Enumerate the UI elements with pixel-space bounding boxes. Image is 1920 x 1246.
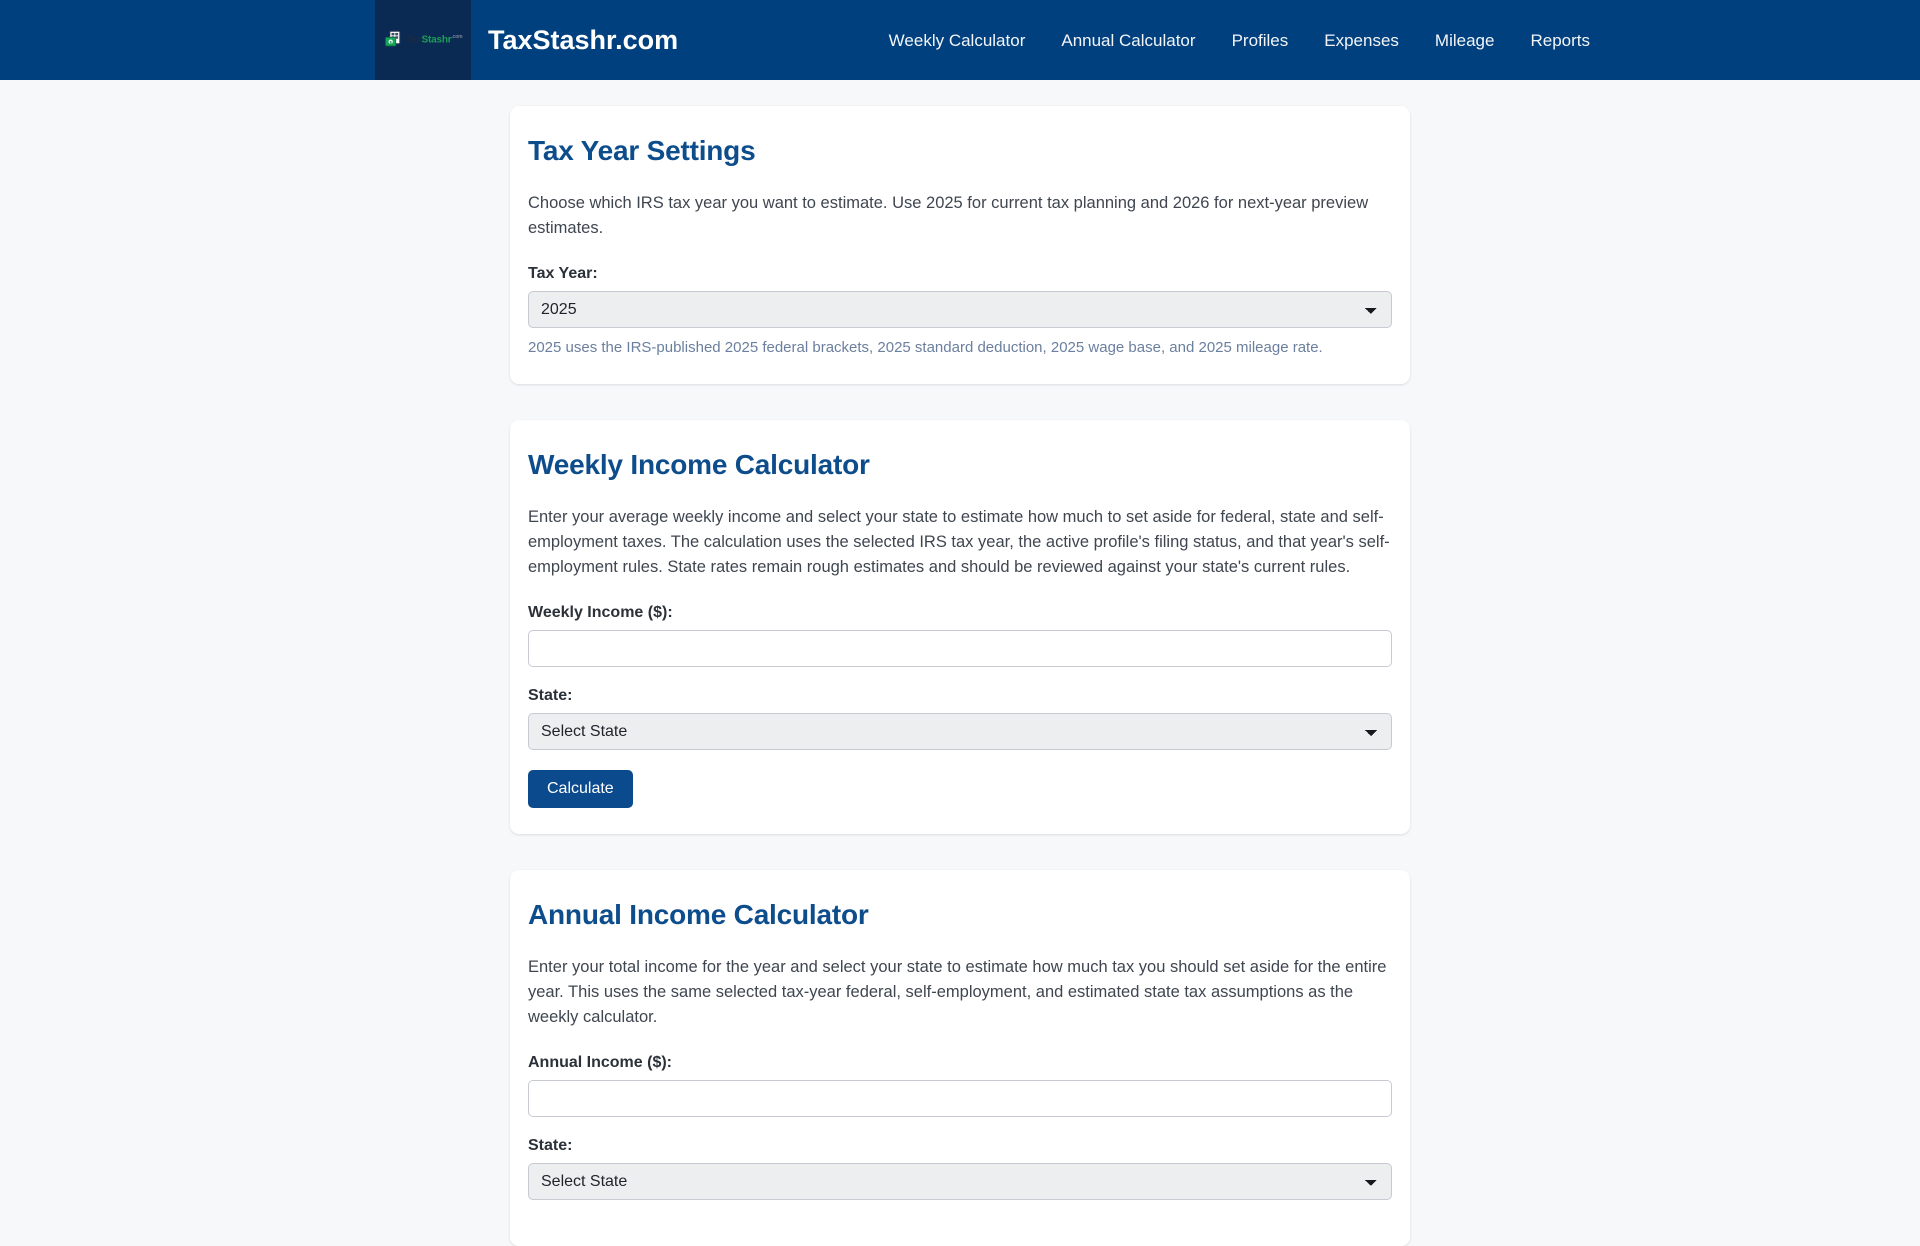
tax-year-helper-note: 2025 uses the IRS-published 2025 federal brackets, 2025 standard deduction, 2025 wage base, and 2025 mileage rate. [528, 338, 1323, 356]
main-nav [889, 32, 1590, 49]
annual-state-field-block [528, 1137, 1392, 1200]
tax-year-label: Tax Year: [528, 264, 598, 282]
weekly-state-label: State: [528, 686, 573, 704]
logo-word-tax: Tax [405, 34, 422, 46]
tax-year-settings-description: Choose which IRS tax year you want to estimate. Use 2025 for current tax planning and 2026 for next-year preview estimates. [528, 193, 1369, 237]
weekly-income-label: Weekly Income ($): [528, 603, 673, 621]
annual-calculator-title: Annual Income Calculator [528, 899, 869, 931]
annual-income-calculator-card [510, 870, 1410, 1246]
svg-text:$: $ [389, 40, 392, 45]
annual-state-select[interactable] [528, 1163, 1392, 1200]
document-money-icon [384, 30, 404, 50]
nav-annual-calculator[interactable]: Annual Calculator [1061, 30, 1196, 50]
weekly-income-input[interactable] [528, 630, 1392, 667]
annual-calculator-description: Enter your total income for the year and select your state to estimate how much tax you should set aside for the entire year. This uses the same selected tax-year federal, self-employment, and estimated state tax assumptions as the weekly calculator. [528, 958, 1387, 1027]
content-container [510, 106, 1410, 1246]
brand[interactable] [375, 0, 678, 80]
weekly-state-field-block [528, 687, 1392, 750]
tax-year-select[interactable] [528, 291, 1392, 328]
nav-profiles[interactable]: Profiles [1231, 30, 1289, 50]
logo-wordmark [406, 35, 463, 45]
tax-year-settings-title: Tax Year Settings [528, 135, 756, 166]
tax-year-settings-card [510, 106, 1410, 384]
logo-word-stash: Stashr [421, 34, 452, 46]
logo-box [375, 0, 471, 80]
brand-title: TaxStashr.com [488, 24, 679, 55]
weekly-calculator-description: Enter your average weekly income and select your state to estimate how much to set aside for federal, state and self-employment taxes. The calculation uses the selected IRS tax year, the active profile's filing status, and that year's self-employment rules. State rates remain rough estimates and should be reviewed against your state's current rules. [528, 507, 1390, 576]
site-header [0, 0, 1920, 80]
nav-weekly-calculator[interactable]: Weekly Calculator [888, 30, 1026, 50]
weekly-income-field-block [528, 604, 1392, 667]
annual-income-label: Annual Income ($): [528, 1054, 673, 1072]
nav-reports[interactable]: Reports [1530, 30, 1590, 50]
nav-expenses[interactable]: Expenses [1324, 30, 1399, 50]
nav-mileage[interactable]: Mileage [1434, 30, 1495, 50]
weekly-calculator-title: Weekly Income Calculator [528, 448, 870, 480]
taxstashr-logo-icon [384, 30, 463, 50]
annual-state-label: State: [528, 1137, 573, 1155]
page-body [0, 80, 1920, 1155]
weekly-state-select[interactable] [528, 713, 1392, 750]
annual-income-input[interactable] [528, 1080, 1392, 1117]
weekly-calculate-button[interactable]: Calculate [528, 770, 633, 808]
weekly-income-calculator-card [510, 420, 1410, 834]
logo-word-com: .com [451, 33, 463, 40]
annual-income-field-block [528, 1054, 1392, 1117]
